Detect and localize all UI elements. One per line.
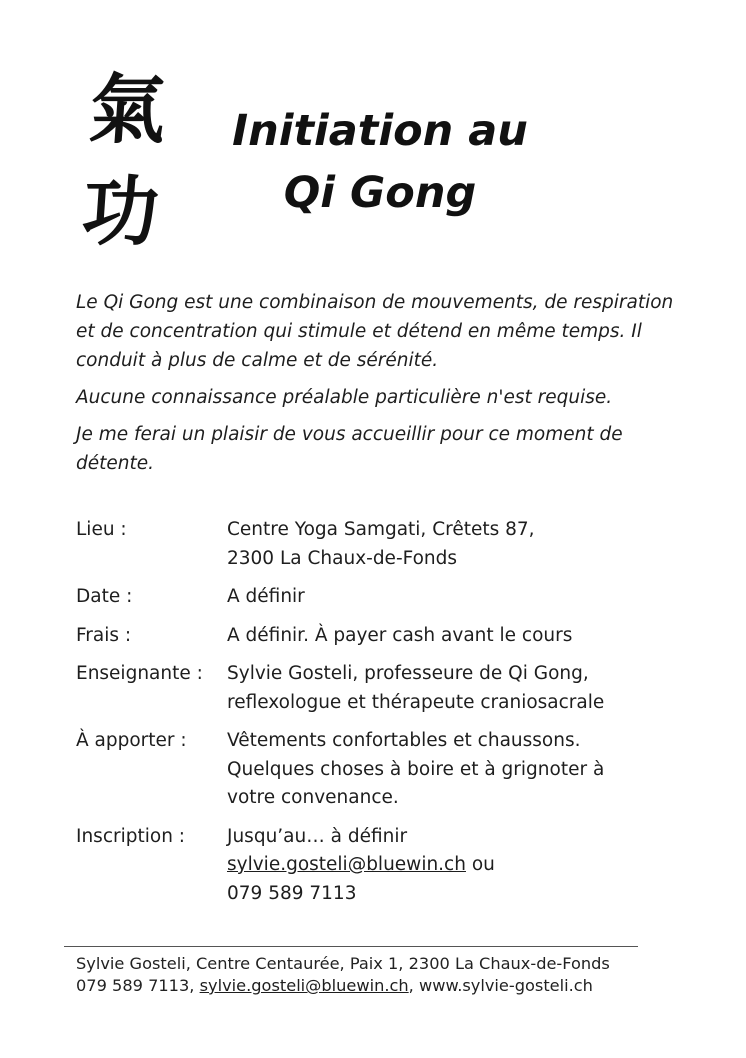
lieu-line-2: 2300 La Chaux-de-Fonds — [227, 547, 458, 569]
intro-text — [76, 288, 676, 486]
title-line-1: Initiation au — [232, 106, 528, 156]
inscription-label: Inscription : — [76, 825, 186, 847]
inscription-row — [76, 823, 676, 909]
frais-label: Frais : — [76, 624, 132, 646]
apporter-line-2: Quelques choses à boire et à grignoter à — [227, 758, 605, 780]
gong-character: 功 — [79, 167, 162, 256]
apporter-value — [227, 727, 676, 813]
footer-divider — [64, 946, 638, 947]
inscription-phone: 079 589 7113 — [227, 882, 357, 904]
enseignante-row — [76, 660, 676, 717]
footer — [76, 953, 676, 997]
apporter-line-3: votre convenance. — [227, 787, 399, 808]
page-title — [170, 100, 590, 224]
intro-paragraph-1: Le Qi Gong est une combinaison de mouvements, de respiration et de concentration qui stimule et détend en même temps. Il conduit à plus de calme et de sérénité. — [76, 292, 674, 371]
footer-phone: 079 589 7113, — [76, 976, 200, 995]
date-value: A définir — [227, 586, 305, 607]
inscription-email-link[interactable]: sylvie.gosteli@bluewin.ch — [227, 854, 466, 875]
inscription-line-1: Jusqu’au… à définir — [227, 825, 408, 847]
footer-website: , www.sylvie-gosteli.ch — [408, 976, 593, 995]
inscription-value — [227, 823, 676, 909]
footer-address: Sylvie Gosteli, Centre Centaurée, Paix 1, 2300 La Chaux-de-Fonds — [76, 954, 610, 973]
enseignante-value — [227, 660, 676, 717]
frais-value: A définir. À payer cash avant le cours — [227, 624, 573, 646]
qi-character: 氣 — [86, 65, 169, 154]
frais-row — [76, 622, 676, 651]
title-line-2: Qi Gong — [283, 168, 477, 218]
enseignante-line-2: reflexologue et thérapeute craniosacrale — [227, 691, 605, 713]
apporter-line-1: Vêtements confortables et chaussons. — [227, 730, 581, 751]
date-row — [76, 583, 676, 612]
enseignante-label: Enseignante : — [76, 663, 203, 684]
intro-paragraph-3: Je me ferai un plaisir de vous accueillir pour ce moment de détente. — [76, 424, 623, 474]
lieu-line-1: Centre Yoga Samgati, Crêtets 87, — [227, 519, 535, 540]
course-details — [76, 516, 676, 918]
lieu-row — [76, 516, 676, 573]
lieu-label: Lieu : — [76, 519, 127, 540]
intro-paragraph-2: Aucune connaissance préalable particulière n'est requise. — [76, 387, 613, 408]
apporter-label: À apporter : — [76, 730, 187, 751]
date-label: Date : — [76, 586, 133, 607]
footer-email-link[interactable]: sylvie.gosteli@bluewin.ch — [199, 976, 409, 995]
lieu-value — [227, 516, 676, 573]
inscription-email-suffix: ou — [465, 854, 495, 875]
footer-contact — [76, 975, 676, 997]
inscription-email-line — [227, 851, 676, 880]
apporter-row — [76, 727, 676, 813]
enseignante-line-1: Sylvie Gosteli, professeure de Qi Gong, — [227, 663, 589, 684]
qi-gong-calligraphy-logo — [72, 65, 176, 256]
